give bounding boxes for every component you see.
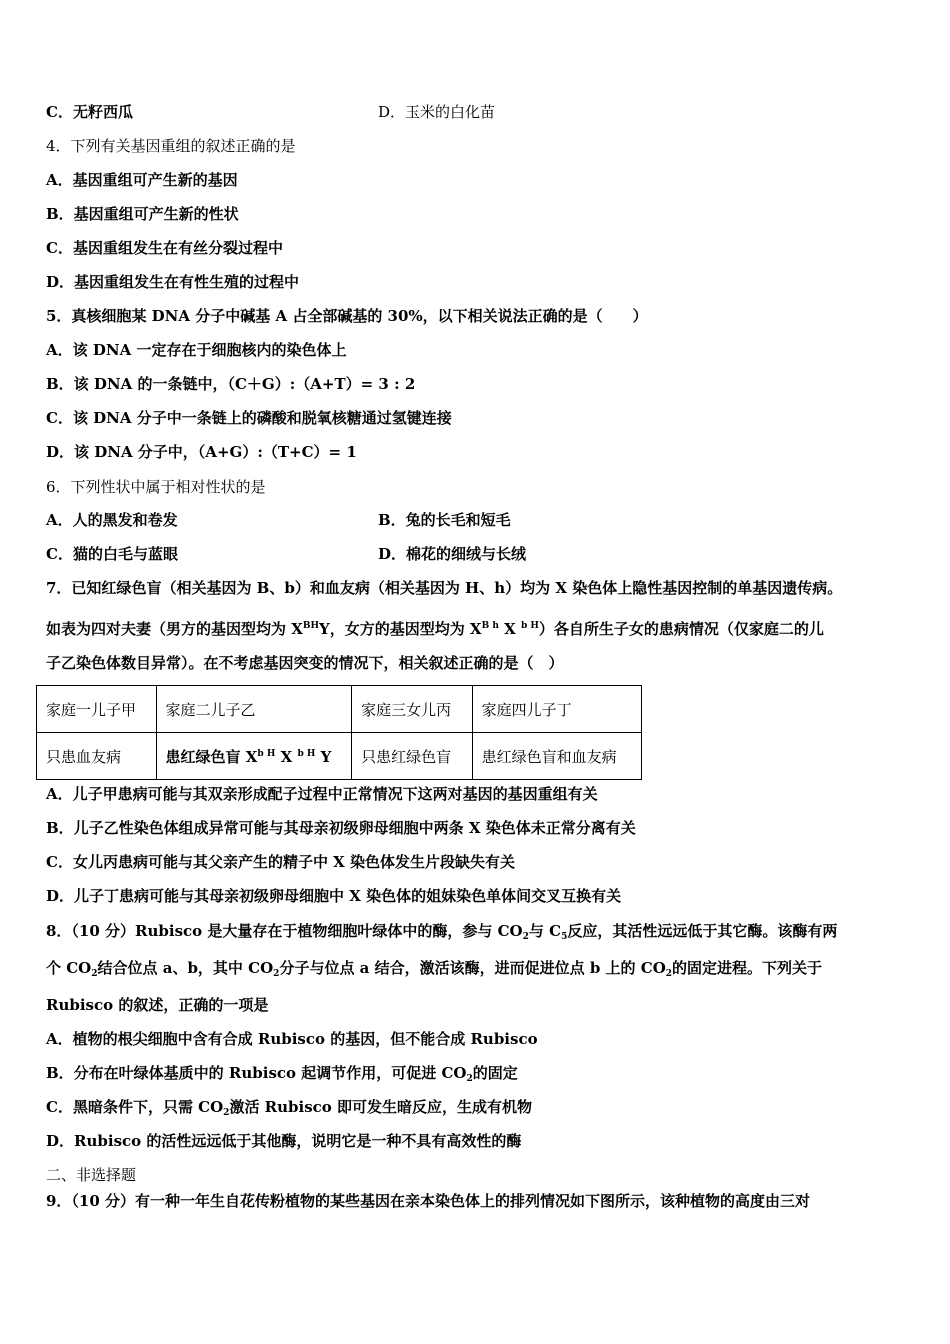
table-header-cell: 家庭四儿子丁 [472,686,641,733]
table-cell: 只患血友病 [37,733,157,780]
table-cell: 患红绿色盲 $X^{b H}$ X $^{b H}$ Y [156,733,352,780]
q6-option-a: A．人的黑发和卷发 [46,511,178,529]
table-row [37,733,642,780]
q8-option-a: A．植物的根尖细胞中含有合成 Rubisco 的基因，但不能合成 Rubisco [46,1030,538,1048]
q8-option-d: D．Rubisco 的活性远远低于其他酶，说明它是一种不具有高效性的酶 [46,1132,522,1150]
q9-stem: 9．（10 分）有一种一年生自花传粉植物的某些基因在亲本染色体上的排列情况如下图所示，该种植物的高度由三对 [46,1192,811,1210]
q7-option-a: A．儿子甲患病可能与其双亲形成配子过程中正常情况下这两对基因的基因重组有关 [46,785,598,803]
q3-options [46,102,496,122]
q3-option-c: C．无籽西瓜 [46,103,133,121]
q6-option-d: D．棉花的细绒与长绒 [378,545,527,563]
q4-option-b: B．基因重组可产生新的性状 [46,205,239,223]
q7-stem-line1: 7．已知红绿色盲（相关基因为 B、b）和血友病（相关基因为 H、h）均为 X 染色体上隐性基因控制的单基因遗传病。 [46,579,843,597]
q5-option-a: A．该 DNA 一定存在于细胞核内的染色体上 [46,341,347,359]
q8-stem-line2: 个 $CO_2$结合位点 a、b，其中 $CO_2$分子与位点 a 结合，激活该酶，进而促进位点 b 上的 $CO_2$的固定进程。下列关于 [46,959,823,979]
q5-stem: 5．真核细胞某 DNA 分子中碱基 A 占全部碱基的 30%，以下相关说法正确的是（ ） [46,307,648,325]
q8-stem-line3: Rubisco 的叙述，正确的一项是 [46,996,269,1014]
q6-option-b: B．兔的长毛和短毛 [378,511,511,529]
q4-stem: 4．下列有关基因重组的叙述正确的是 [46,137,296,155]
q5-option-d: D．该 DNA 分子中，（A+G）:（T+C）= 1 [46,443,357,461]
q8-option-c: C．黑暗条件下，只需 $CO_2$激活 Rubisco 即可发生暗反应，生成有机物 [46,1098,533,1118]
q4-option-c: C．基因重组发生在有丝分裂过程中 [46,239,283,257]
q3-option-d: D．玉米的白化苗 [378,103,496,121]
q7-option-d: D．儿子丁患病可能与其母亲初级卵母细胞中 X 染色体的姐妹染色单体间交叉互换有关 [46,887,622,905]
q6-options-row1 [46,510,511,530]
q5-option-b: B．该 DNA 的一条链中，（C＋G）:（A+T）= 3 : 2 [46,375,416,393]
table-header-cell: 家庭三女儿丙 [352,686,473,733]
q7-stem-line2: 如表为四对夫妻（男方的基因型均为 $X^{BH}Y$，女方的基因型均为 $X^{B h}$ X $^{b H}$）各自所生子女的患病情况（仅家庭二的儿 [46,620,824,638]
q7-option-b: B．儿子乙性染色体组成异常可能与其母亲初级卵母细胞中两条 X 染色体未正常分离有关 [46,819,636,837]
q4-option-a: A．基因重组可产生新的基因 [46,171,238,189]
table-cell: 患红绿色盲和血友病 [472,733,641,780]
q6-option-c: C．猫的白毛与蓝眼 [46,545,178,563]
table-cell: 只患红绿色盲 [352,733,473,780]
q7-stem-line3: 子乙染色体数目异常）。在不考虑基因突变的情况下，相关叙述正确的是（ ） [46,654,564,672]
q7-family-table [36,685,642,780]
q6-options-row2 [46,544,527,564]
table-header-cell: 家庭二儿子乙 [156,686,352,733]
q4-option-d: D．基因重组发生在有性生殖的过程中 [46,273,300,291]
section-heading: 二、非选择题 [46,1166,137,1184]
table-header-cell: 家庭一儿子甲 [37,686,157,733]
table-row [37,686,642,733]
q7-option-c: C．女儿丙患病可能与其父亲产生的精子中 X 染色体发生片段缺失有关 [46,853,516,871]
q5-option-c: C．该 DNA 分子中一条链上的磷酸和脱氧核糖通过氢键连接 [46,409,452,427]
q8-option-b: B．分布在叶绿体基质中的 Rubisco 起调节作用，可促进 $CO_2$的固定 [46,1064,518,1084]
q6-stem: 6．下列性状中属于相对性状的是 [46,478,266,496]
q8-stem-line1: 8．（10 分）Rubisco 是大量存在于植物细胞叶绿体中的酶，参与 $CO_2$与 $C_5$反应，其活性远远低于其它酶。该酶有两 [46,922,838,942]
